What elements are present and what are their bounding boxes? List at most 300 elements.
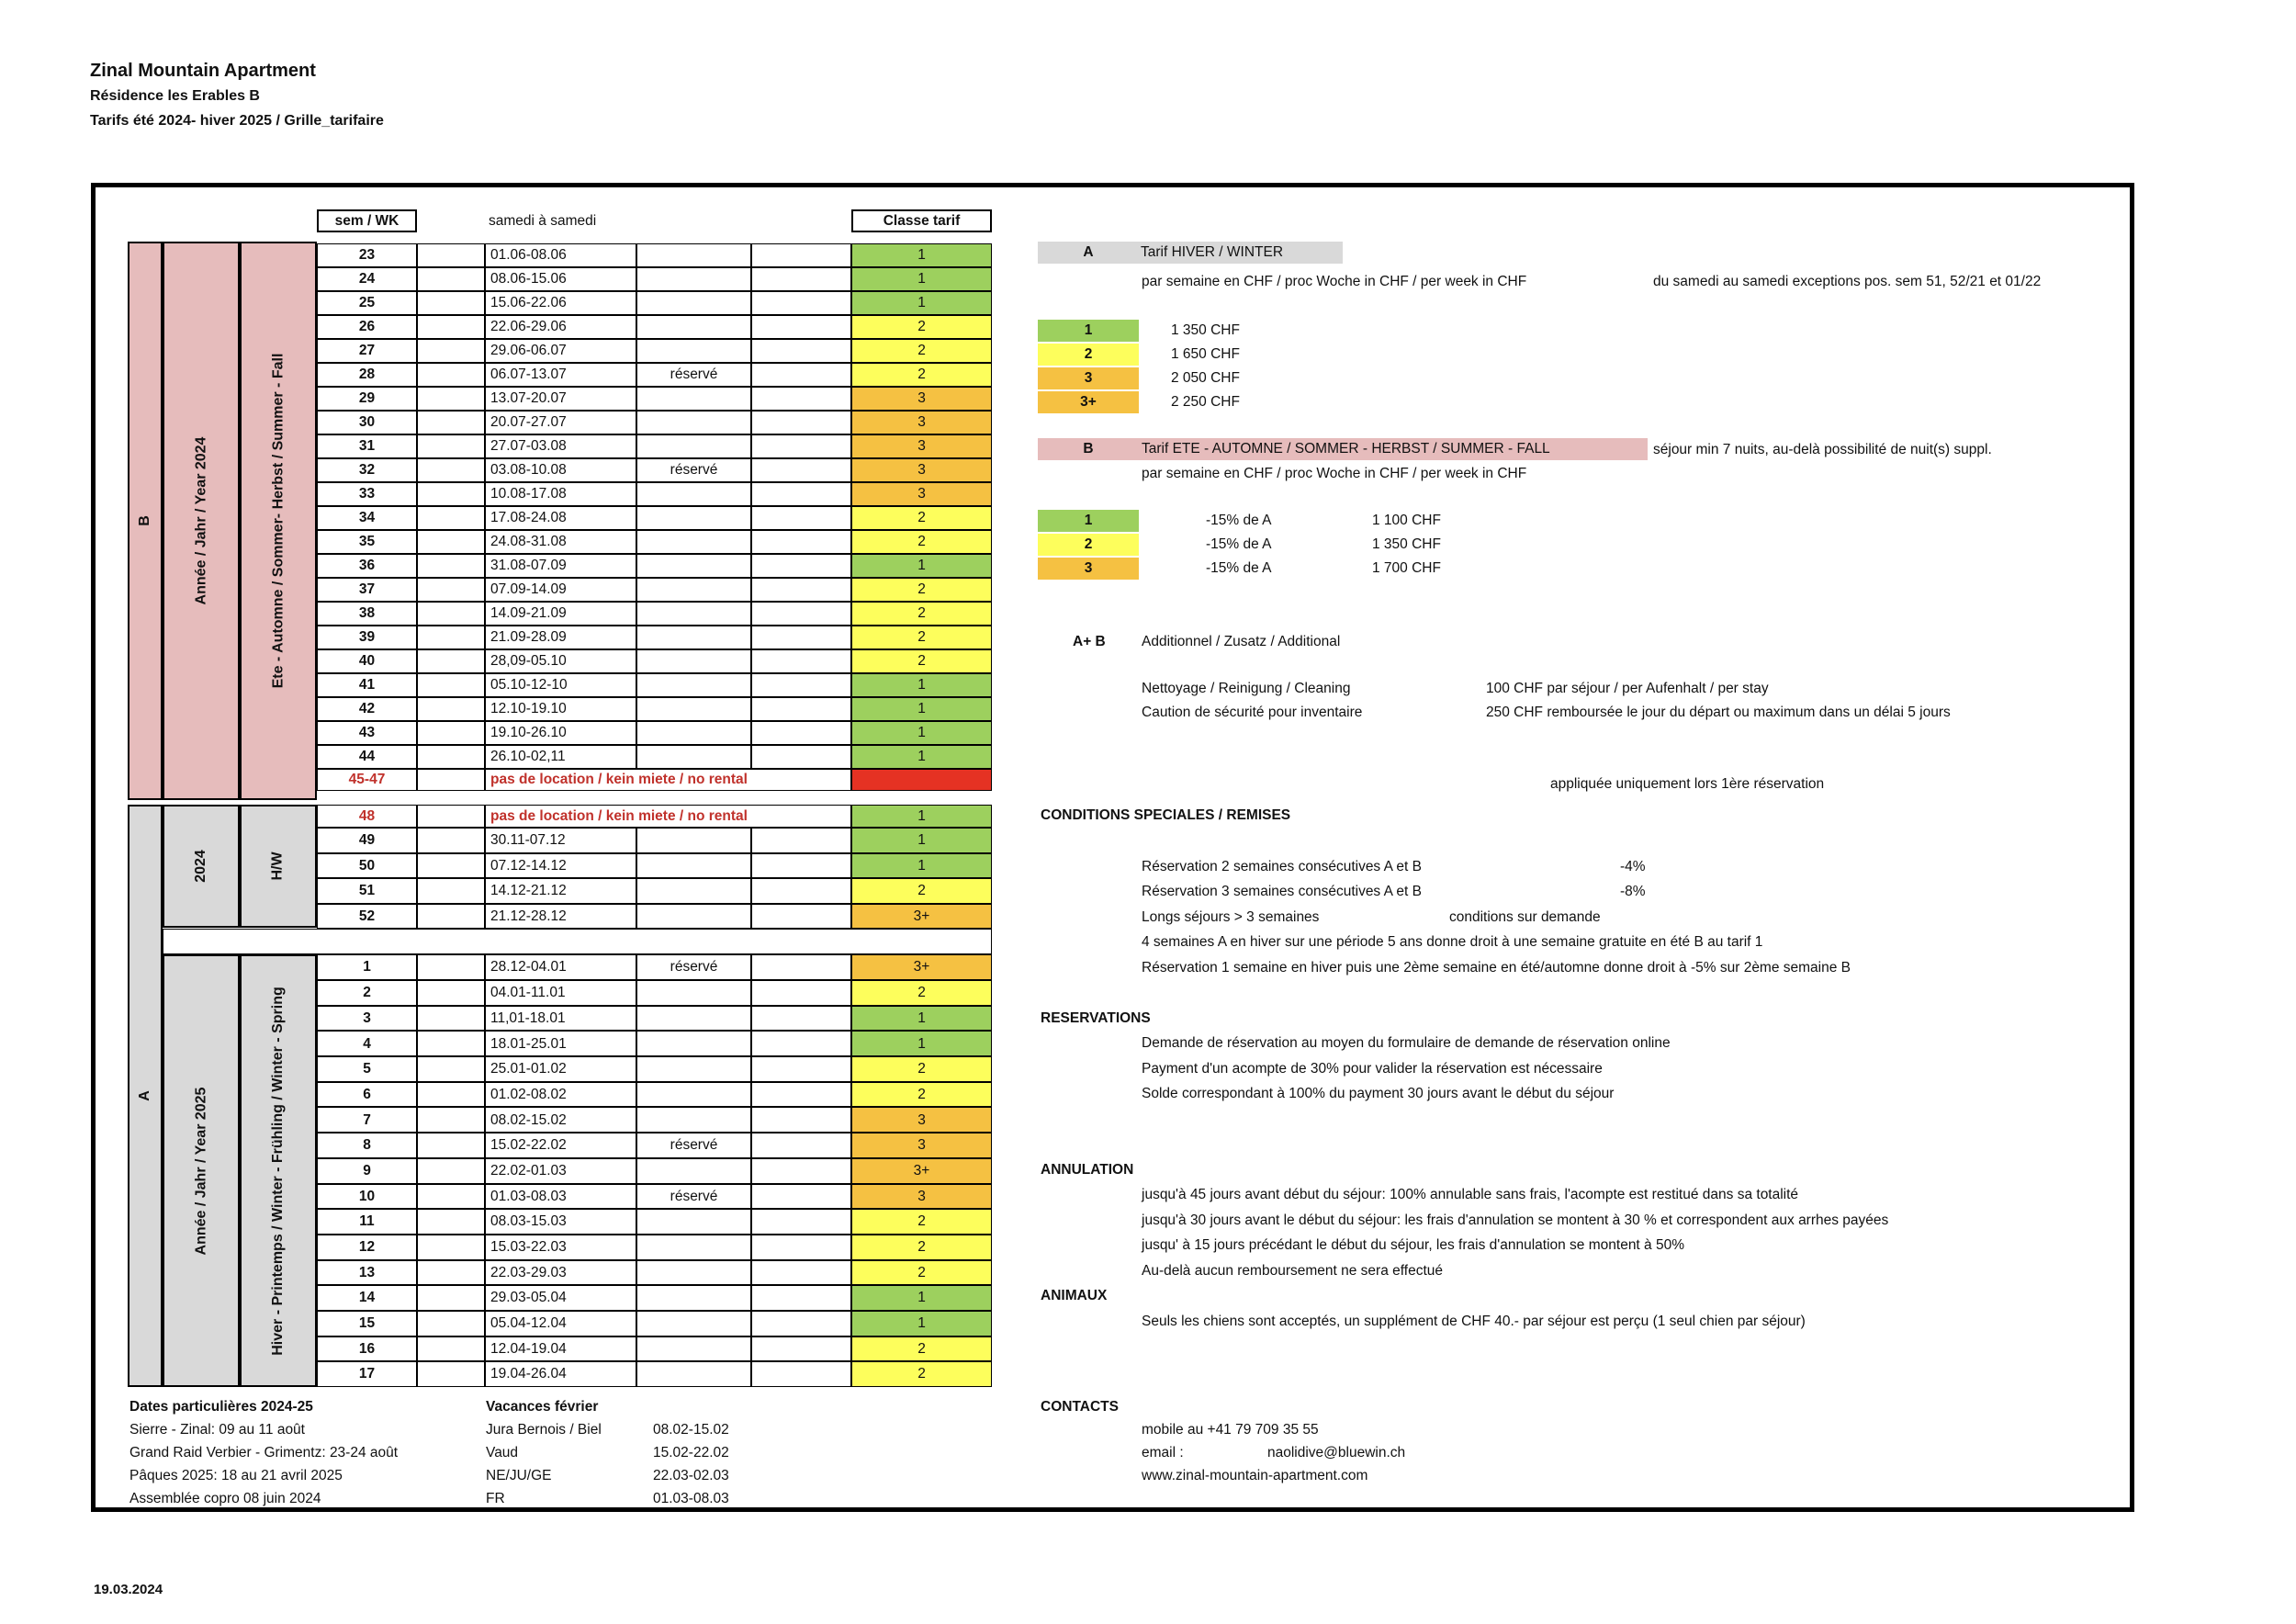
week-number: 5 [317,1056,417,1082]
week-dates: 04.01-11.01 [485,980,636,1006]
blank-cell [417,626,485,649]
week-number: 9 [317,1158,417,1184]
tariff-class: 2 [851,1082,992,1108]
week-dates: 22.02-01.03 [485,1158,636,1184]
blank-cell [751,506,851,530]
tariff-class: 2 [851,578,992,602]
blank-cell [417,1209,485,1235]
feb-holiday-dates-1: 08.02-15.02 [653,1422,729,1438]
booking-status: réservé [636,954,751,980]
feb-holiday-dates-3: 22.03-02.03 [653,1468,729,1483]
week-number: 39 [317,626,417,649]
blank-cell [417,1031,485,1056]
tariff-class: 1 [851,805,992,828]
blank-cell [751,1158,851,1184]
section-a-year-2025-text: Année / Jahr / Year 2025 [193,1087,208,1256]
blank-cell [417,904,485,930]
tariff-b-per-week: par semaine en CHF / proc Woche in CHF / per week in CHF [1142,466,1527,481]
animals-text: Seuls les chiens sont acceptés, un supplément de CHF 40.- par séjour est perçu (1 seul chien par séjour) [1142,1314,1806,1329]
tariff-class: 3+ [851,904,992,930]
section-a-season-text: Hiver - Printemps / Winter - Frühling / Winter - Spring [270,986,287,1356]
booking-status [636,578,751,602]
week-number: 44 [317,745,417,769]
week-number: 12 [317,1235,417,1260]
no-rental-week: 48 [317,805,417,828]
blank-cell [751,411,851,434]
booking-status [636,673,751,697]
week-number: 16 [317,1336,417,1362]
blank-cell [751,1260,851,1286]
week-number: 32 [317,458,417,482]
four-weeks-offer: 4 semaines A en hiver sur une période 5 ans donne droit à une semaine gratuite en été B au tarif 1 [1142,934,1763,950]
tariff-class: 2 [851,315,992,339]
week-dates: 14.09-21.09 [485,602,636,626]
booking-status [636,980,751,1006]
blank-cell [417,315,485,339]
week-number: 6 [317,1082,417,1108]
tariff-a-price: 2 250 CHF [1171,394,1240,410]
section-a-hw [240,805,317,928]
blank-cell [417,387,485,411]
week-dates: 24.08-31.08 [485,530,636,554]
feb-holiday-region-2: Vaud [486,1445,519,1460]
blank-cell [417,339,485,363]
tariff-class: 1 [851,267,992,291]
week-dates: 01.03-08.03 [485,1184,636,1210]
no-rental-week: 45-47 [317,769,417,791]
week-dates: 21.09-28.09 [485,626,636,649]
week-dates: 05.10-12-10 [485,673,636,697]
week-dates: 15.03-22.03 [485,1235,636,1260]
tariff-class: 2 [851,626,992,649]
tariff-class: 3 [851,434,992,458]
blank-cell [417,578,485,602]
blank-cell [417,954,485,980]
tariff-b-min-stay: séjour min 7 nuits, au-delà possibilité de nuit(s) suppl. [1653,442,1992,457]
tariff-a-price: 2 050 CHF [1171,370,1240,386]
blank-cell [417,1235,485,1260]
week-number: 14 [317,1285,417,1311]
no-rental-text: pas de location / kein miete / no rental [485,805,851,828]
booking-status [636,1235,751,1260]
week-dates: 17.08-24.08 [485,506,636,530]
blank-cell [417,1311,485,1336]
week-dates: 27.07-03.08 [485,434,636,458]
week-number: 4 [317,1031,417,1056]
long-stays: Longs séjours > 3 semaines [1142,909,1320,925]
tariff-a-class-swatch: 3+ [1038,391,1139,413]
week-number: 28 [317,363,417,387]
week-dates: 14.12-21.12 [485,878,636,904]
contacts-title: CONTACTS [1041,1399,1119,1415]
blank-cell [751,626,851,649]
booking-status [636,1260,751,1286]
blank-cell [417,1082,485,1108]
blank-cell [751,1336,851,1362]
tariff-class: 3 [851,1133,992,1158]
feb-holidays-title: Vacances février [486,1399,599,1415]
first-booking-note: appliquée uniquement lors 1ère réservation [1550,776,1825,792]
week-dates: 31.08-07.09 [485,554,636,578]
reservation-line-1: Demande de réservation au moyen du formulaire de demande de réservation online [1142,1035,1671,1051]
tariff-class: 1 [851,1006,992,1032]
tariff-a-class-swatch: 2 [1038,344,1139,366]
blank-cell [751,243,851,267]
blank-cell [751,1006,851,1032]
booking-status: réservé [636,1184,751,1210]
week-dates: 08.06-15.06 [485,267,636,291]
blank-cell [417,649,485,673]
blank-cell [417,434,485,458]
week-number: 25 [317,291,417,315]
tariff-class: 1 [851,673,992,697]
tariff-class: 3 [851,411,992,434]
tariff-class: 2 [851,1209,992,1235]
contact-email[interactable]: naolidive@bluewin.ch [1267,1445,1406,1460]
section-a-hw-text: H/W [269,851,286,881]
tariff-class: 3+ [851,1158,992,1184]
tariff-b-title-text: Tarif ETE - AUTOMNE / SOMMER - HERBST / SUMMER - FALL [1142,441,1550,457]
blank-cell [751,1209,851,1235]
tariff-a-price: 1 650 CHF [1171,346,1240,362]
tariff-class: 2 [851,1361,992,1387]
blank-cell [751,1311,851,1336]
week-dates: 28.12-04.01 [485,954,636,980]
week-dates: 19.10-26.10 [485,721,636,745]
two-weeks-pct: -4% [1620,859,1646,874]
tariff-b-price: 1 700 CHF [1372,560,1441,576]
blank-cell [751,1107,851,1133]
blank-cell [417,1260,485,1286]
booking-status [636,904,751,930]
tariff-b-title [1139,438,1648,460]
dates-column-header: samedi à samedi [489,213,597,229]
booking-status [636,1285,751,1311]
blank-cell [751,267,851,291]
week-dates: 10.08-17.08 [485,482,636,506]
blank-cell [417,697,485,721]
booking-status [636,602,751,626]
week-dates: 03.08-10.08 [485,458,636,482]
tariff-class: 2 [851,1235,992,1260]
tariff-class: 3 [851,1184,992,1210]
blank-cell [417,1006,485,1032]
booking-status: réservé [636,363,751,387]
week-number: 29 [317,387,417,411]
tariff-class: 3 [851,458,992,482]
blank-cell [751,1056,851,1082]
booking-status [636,626,751,649]
blank-cell [751,980,851,1006]
booking-status [636,530,751,554]
tariff-class: 3 [851,387,992,411]
blank-cell [751,649,851,673]
contact-mobile: mobile au +41 79 709 35 55 [1142,1422,1319,1438]
week-number: 17 [317,1361,417,1387]
week-dates: 15.02-22.02 [485,1133,636,1158]
week-number: 7 [317,1107,417,1133]
special-date-4: Assemblée copro 08 juin 2024 [129,1491,321,1506]
blank-cell [751,954,851,980]
blank-cell [751,530,851,554]
blank-cell [417,1184,485,1210]
blank-cell [751,1235,851,1260]
reservations-title: RESERVATIONS [1041,1010,1151,1026]
blank-cell [417,363,485,387]
week-number: 15 [317,1311,417,1336]
blank-cell [751,697,851,721]
tariff-class: 1 [851,1285,992,1311]
section-a-year-2024 [163,805,240,928]
tariff-class: 2 [851,339,992,363]
tariff-class: 1 [851,243,992,267]
week-number: 35 [317,530,417,554]
no-rental-text: pas de location / kein miete / no rental [485,769,851,791]
week-number: 10 [317,1184,417,1210]
blank-cell [417,1133,485,1158]
tariff-a-letter: A [1038,242,1139,264]
week-number: 33 [317,482,417,506]
tariff-a-exceptions: du samedi au samedi exceptions pos. sem 51, 52/21 et 01/22 [1653,274,2042,289]
blank-cell [751,745,851,769]
week-number: 31 [317,434,417,458]
tariff-b-discount: -15% de A [1206,560,1272,576]
tariff-a-class-swatch: 1 [1038,320,1139,342]
week-number: 42 [317,697,417,721]
reservation-line-2: Payment d'un acompte de 30% pour valider la réservation est nécessaire [1142,1061,1603,1077]
week-dates: 26.10-02,11 [485,745,636,769]
blank-cell [417,1361,485,1387]
week-dates: 25.01-01.02 [485,1056,636,1082]
week-dates: 28,09-05.10 [485,649,636,673]
week-number: 1 [317,954,417,980]
week-dates: 19.04-26.04 [485,1361,636,1387]
additional-title: Additionnel / Zusatz / Additional [1142,634,1341,649]
blank-cell [417,878,485,904]
blank-cell [751,291,851,315]
week-dates: 15.06-22.06 [485,291,636,315]
blank-cell [417,1107,485,1133]
blank-cell [751,1184,851,1210]
week-dates: 01.06-08.06 [485,243,636,267]
tariff-class: 1 [851,853,992,879]
blank-cell [751,673,851,697]
blank-cell [751,434,851,458]
deposit-value: 250 CHF remboursée le jour du départ ou maximum dans un délai 5 jours [1486,705,1951,720]
week-number: 36 [317,554,417,578]
feb-holiday-region-4: FR [486,1491,505,1506]
blank-cell [417,458,485,482]
week-dates: 29.06-06.07 [485,339,636,363]
booking-status [636,878,751,904]
cancellation-title: ANNULATION [1041,1162,1134,1178]
special-date-2: Grand Raid Verbier - Grimentz: 23-24 août [129,1445,399,1460]
booking-status [636,411,751,434]
blank-cell [751,904,851,930]
week-number: 23 [317,243,417,267]
feb-holiday-region-1: Jura Bernois / Biel [486,1422,602,1438]
blank-cell [417,482,485,506]
blank-cell [751,387,851,411]
week-number: 11 [317,1209,417,1235]
blank-cell [751,602,851,626]
booking-status [636,1107,751,1133]
deposit-label: Caution de sécurité pour inventaire [1142,705,1363,720]
tariff-class: 1 [851,745,992,769]
tariff-a-title [1139,242,1343,264]
week-number: 37 [317,578,417,602]
week-column-header: sem / WK [317,209,417,232]
week-number: 41 [317,673,417,697]
tariff-b-discount: -15% de A [1206,513,1272,528]
tariff-class: 1 [851,697,992,721]
document-subtitle-residence: Résidence les Erables B [90,88,260,104]
cleaning-label: Nettoyage / Reinigung / Cleaning [1142,681,1351,696]
special-date-1: Sierre - Zinal: 09 au 11 août [129,1422,305,1438]
week-dates: 12.10-19.10 [485,697,636,721]
booking-status [636,853,751,879]
blank-cell [751,1133,851,1158]
document-title: Zinal Mountain Apartment [90,61,316,81]
week-dates: 22.06-29.06 [485,315,636,339]
booking-status [636,745,751,769]
booking-status [636,1056,751,1082]
booking-status [636,697,751,721]
cancellation-line-1: jusqu'à 45 jours avant début du séjour: 100% annulable sans frais, l'acompte est restitué dans sa totalité [1142,1187,1799,1202]
week-dates: 18.01-25.01 [485,1031,636,1056]
blank-cell [751,315,851,339]
blank-cell [751,1285,851,1311]
week-number: 40 [317,649,417,673]
blank-cell [751,1361,851,1387]
week-dates: 05.04-12.04 [485,1311,636,1336]
booking-status [636,721,751,745]
week-number: 30 [317,411,417,434]
tariff-class: 1 [851,828,992,853]
week-number: 38 [317,602,417,626]
booking-status [636,267,751,291]
booking-status [636,315,751,339]
week-number: 43 [317,721,417,745]
cancellation-line-3: jusqu' à 15 jours précédant le début du séjour, les frais d'annulation se montent à 50% [1142,1237,1684,1253]
week-number: 49 [317,828,417,853]
blank-cell [417,1285,485,1311]
blank-cell [417,1056,485,1082]
blank-cell [751,458,851,482]
week-dates: 07.09-14.09 [485,578,636,602]
tariff-a-class-swatch: 3 [1038,367,1139,389]
week-dates: 22.03-29.03 [485,1260,636,1286]
booking-status [636,291,751,315]
blank-cell [417,1336,485,1362]
week-dates: 06.07-13.07 [485,363,636,387]
week-dates: 20.07-27.07 [485,411,636,434]
special-date-3: Pâques 2025: 18 au 21 avril 2025 [129,1468,343,1483]
blank-cell [417,411,485,434]
week-number: 3 [317,1006,417,1032]
tariff-class: 1 [851,291,992,315]
blank-cell [417,291,485,315]
feb-holiday-dates-4: 01.03-08.03 [653,1491,729,1506]
tariff-b-price: 1 350 CHF [1372,536,1441,552]
booking-status [636,828,751,853]
blank-cell [417,602,485,626]
tariff-class: 2 [851,649,992,673]
booking-status [636,1082,751,1108]
booking-status: réservé [636,1133,751,1158]
section-b-season [240,242,317,800]
booking-status [636,482,751,506]
week-number: 34 [317,506,417,530]
section-b-season-text: Ete - Automne / Sommer- Herbst / Summer - Fall [270,353,286,689]
booking-status [636,243,751,267]
tariff-b-class-swatch: 3 [1038,558,1139,580]
section-b-letter [128,242,163,800]
blank-cell [751,828,851,853]
week-number: 51 [317,878,417,904]
tariff-class: 2 [851,506,992,530]
week-number: 52 [317,904,417,930]
section-b-letter-text: B [137,515,152,526]
section-a-letter-text: A [137,1090,152,1101]
one-week-offer: Réservation 1 semaine en hiver puis une 2ème semaine en été/automne donne droit à -5% sur 2ème semaine B [1142,960,1851,976]
tariff-class: 1 [851,1311,992,1336]
blank-cell [417,506,485,530]
section-separator [163,929,992,954]
tariff-class: 1 [851,721,992,745]
tariff-class: 2 [851,602,992,626]
conditions-title: CONDITIONS SPECIALES / REMISES [1041,807,1291,823]
week-dates: 08.02-15.02 [485,1107,636,1133]
blank-cell [751,482,851,506]
feb-holiday-region-3: NE/JU/GE [486,1468,552,1483]
blank-cell [417,1158,485,1184]
feb-holiday-dates-2: 15.02-22.02 [653,1445,729,1460]
blank-cell [417,745,485,769]
two-weeks-discount: Réservation 2 semaines consécutives A et B [1142,859,1422,874]
blank-cell [417,673,485,697]
week-dates: 29.03-05.04 [485,1285,636,1311]
section-a-year-2024-text: 2024 [193,850,208,883]
tariff-b-price: 1 100 CHF [1372,513,1441,528]
contact-website[interactable]: www.zinal-mountain-apartment.com [1142,1468,1368,1483]
week-dates: 07.12-14.12 [485,853,636,879]
week-dates: 11,01-18.01 [485,1006,636,1032]
blank-cell [751,721,851,745]
blank-cell [751,339,851,363]
booking-status: réservé [636,458,751,482]
blank-cell [417,530,485,554]
tariff-b-discount: -15% de A [1206,536,1272,552]
booking-status [636,387,751,411]
section-a-season [240,954,317,1387]
document-subtitle-tariffs: Tarifs été 2024- hiver 2025 / Grille_tarifaire [90,113,384,129]
week-number: 2 [317,980,417,1006]
blank-cell [417,243,485,267]
tariff-b-class-swatch: 1 [1038,510,1139,532]
blank-cell [751,554,851,578]
blank-cell [417,721,485,745]
week-number: 24 [317,267,417,291]
booking-status [636,554,751,578]
document-date: 19.03.2024 [94,1582,163,1597]
tariff-class: 1 [851,554,992,578]
cancellation-line-4: Au-delà aucun remboursement ne sera effectué [1142,1263,1443,1279]
booking-status [636,1031,751,1056]
tariff-class: 1 [851,1031,992,1056]
tariff-b-class-swatch: 2 [1038,534,1139,556]
section-a-year-2025 [163,954,240,1387]
